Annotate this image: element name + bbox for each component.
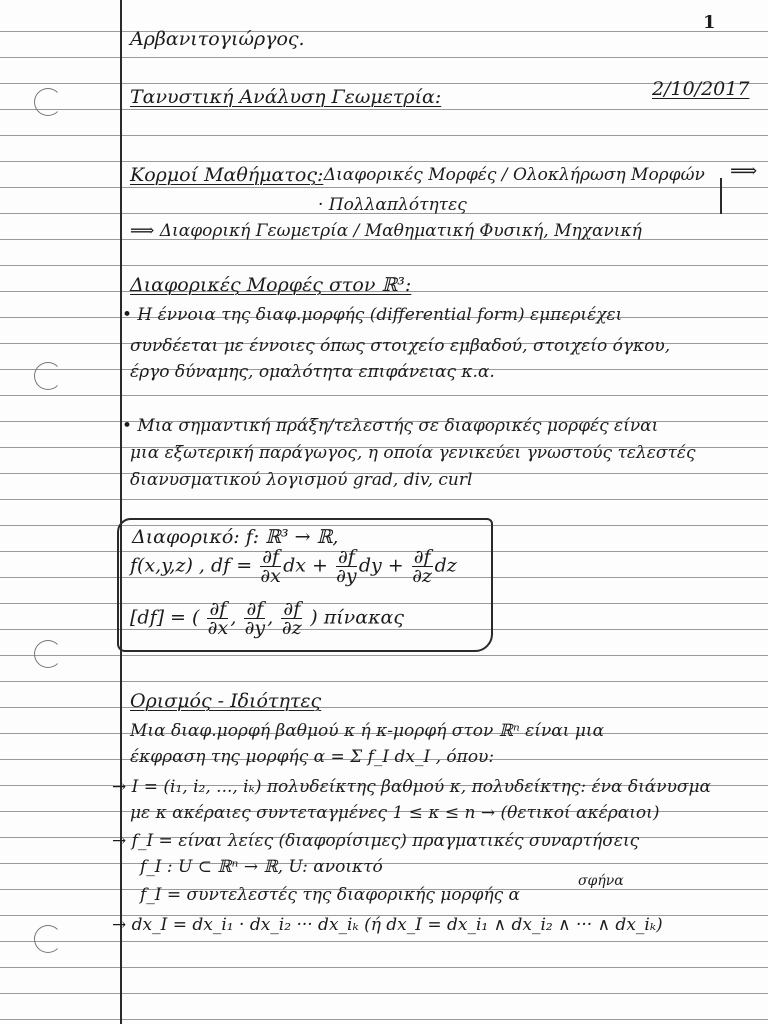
differential-matrix: [df] = ( $\frac{\partial f}{\partial x}$ , $\frac{\partial f}{\partial y}$ , $\frac{\partial f}{\partial z}$ ) πίνακας: [130, 598, 404, 639]
date: 2/10/2017: [652, 78, 750, 100]
formula-term: dx +: [283, 554, 328, 577]
paragraph-line: έργο δύναμης, ομαλότητα επιφάνειας κ.α.: [130, 362, 495, 382]
fraction-numerator: ∂f: [413, 546, 431, 568]
fraction-denominator: ∂y: [336, 565, 357, 587]
brace-mark: [720, 178, 736, 214]
definition-line: → f_I = είναι λείες (διαφορίσιμες) πραγματικές συναρτήσεις: [112, 831, 640, 851]
differential-definition: Διαφορικό: f: ℝ³ → ℝ,: [132, 526, 339, 548]
core-line-applications: ⟹ Διαφορική Γεωμετρία / Μαθηματική Φυσική, Μηχανική: [130, 221, 642, 241]
matrix-suffix: ) πίνακας: [310, 606, 404, 629]
core-item-forms: · Διαφορικές Μορφές / Ολοκλήρωση Μορφών: [313, 165, 705, 185]
fraction-denominator: ∂z: [281, 617, 302, 639]
partial-fraction: [260, 548, 281, 585]
page-number: 1: [703, 12, 716, 33]
author-name: Αρβανιτογιώργος.: [130, 28, 305, 50]
matrix-prefix: [df] = (: [130, 606, 200, 629]
fraction-denominator: ∂x: [260, 565, 281, 587]
fraction-numerator: ∂f: [283, 598, 301, 620]
fraction-numerator: ∂f: [337, 546, 355, 568]
core-item-manifolds: · Πολλαπλότητες: [318, 195, 467, 215]
fraction-numerator: ∂f: [209, 598, 227, 620]
core-arrow: ⟹: [730, 160, 758, 182]
definition-line: Μια διαφ.μορφή βαθμού κ ή κ-μορφή στον ℝⁿ είναι μια: [130, 721, 605, 741]
definition-line: → dx_I = dx_i₁ · dx_i₂ ··· dx_iₖ (ή dx_I = dx_i₁ ∧ dx_i₂ ∧ ··· ∧ dx_iₖ): [112, 915, 663, 935]
definition-line: f_I = συντελεστές της διαφορικής μορφής α: [140, 885, 521, 905]
punch-hole: [34, 362, 62, 390]
fraction-denominator: ∂x: [207, 617, 229, 639]
fraction-denominator: ∂y: [244, 617, 266, 639]
differential-formula: [130, 548, 457, 585]
paragraph-line: διανυσματικού λογισμού grad, div, curl: [130, 470, 473, 490]
definition-line: → I = (i₁, i₂, ..., iₖ) πολυδείκτης βαθμού κ, πολυδείκτης: ένα διάνυσμα: [112, 777, 712, 797]
partial-fraction: [281, 600, 302, 637]
paragraph-line: μια εξωτερική παράγωγος, η οποία γενικεύει γνωστούς τελεστές: [130, 443, 696, 463]
paragraph-line: • Μια σημαντική πράξη/τελεστής σε διαφορικές μορφές είναι: [122, 416, 659, 436]
wedge-annotation: σφήνα: [578, 873, 624, 889]
punch-hole: [34, 925, 62, 953]
definition-line: έκφραση της μορφής α = Σ f_I dx_I , όπου:: [130, 747, 495, 767]
punch-hole: [34, 640, 62, 668]
core-label: Κορμοί Μαθήματος:: [130, 164, 324, 186]
section-title-forms: Διαφορικές Μορφές στον ℝ³:: [130, 274, 412, 296]
formula-prefix: f(x,y,z) , df =: [130, 554, 253, 577]
margin-line: [120, 0, 122, 1024]
definition-line: με κ ακέραιες συντεταγμένες 1 ≤ κ ≤ n → (θετικοί ακέραιοι): [130, 803, 660, 823]
punch-hole: [34, 88, 62, 116]
fraction-numerator: ∂f: [262, 546, 280, 568]
section-title-definition: Ορισμός - Ιδιότητες: [130, 690, 322, 712]
paragraph-line: συνδέεται με έννοιες όπως στοιχείο εμβαδού, στοιχείο όγκου,: [130, 336, 671, 356]
paragraph-line: • Η έννοια της διαφ.μορφής (differential form) εμπεριέχει: [122, 305, 623, 325]
partial-fraction: [207, 600, 228, 637]
partial-fraction: [412, 548, 433, 585]
partial-fraction: [244, 600, 265, 637]
partial-fraction: [336, 548, 357, 585]
formula-term: dy +: [358, 554, 404, 577]
formula-term: dz: [434, 554, 457, 577]
fraction-denominator: ∂z: [412, 565, 433, 587]
course-title: Τανυστική Ανάλυση Γεωμετρία:: [130, 86, 442, 108]
definition-line: f_I : U ⊂ ℝⁿ → ℝ, U: ανοικτό: [140, 857, 383, 877]
fraction-numerator: ∂f: [246, 598, 264, 620]
